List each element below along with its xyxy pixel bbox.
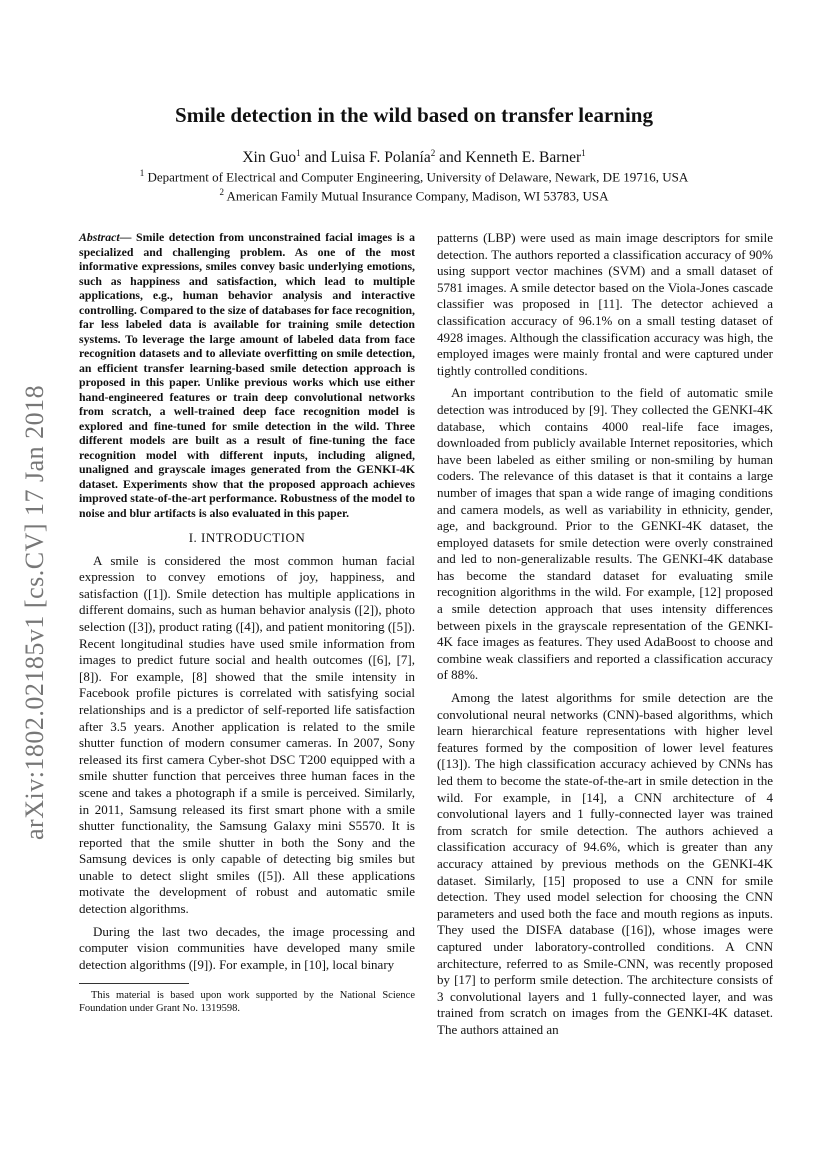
author-separator: and [435, 149, 466, 167]
abstract-text: Smile detection from unconstrained facial images is a specialized and challenging problem. As one of the most informative expressions, smiles convey basic underlying emotions, such as happiness and satisfaction, which lead to multiple applications, e.g., human behavior analysis and interactive controlling. Compared to the size of databases for face recognition, far less labeled data is available for training smile detection systems. To leverage the large amount of labeled data from face recognition datasets and to alleviate overfitting on smile detection, an efficient transfer learning-based smile detection approach is proposed in this paper. Unlike previous works which use either hand-engineered features or train deep convolutional networks from scratch, a well-trained deep face recognition model is explored and fine-tuned for smile detection in the wild. Three different models are built as a result of fine-tuning the face recognition model with different inputs, including aligned, unaligned and grayscale images generated from the GENKI-4K dataset. Experiments show that the proposed approach achieves improved state-of-the-art performance. Robustness of the model to noise and blur artifacts is also evaluated in this paper. [79, 230, 415, 520]
affiliation-marker: 1 [581, 148, 586, 158]
affiliation [0, 187, 828, 204]
affiliation-marker: 1 [296, 148, 301, 158]
affiliation-text: American Family Mutual Insurance Company, Madison, WI 53783, USA [226, 188, 609, 204]
author-list [0, 148, 828, 167]
paragraph: An important contribution to the field of automatic smile detection was introduced by [9]. They collected the GENKI-4K database, which contains 4000 real-life face images, downloaded from publicly available Internet repositories, which have been labeled as either smiling or non-smiling by human coders. The relevance of this dataset is that it contains a large number of images that span a wide range of imaging conditions and camera models, as well as variability in ethnicity, gender, age, and background. Prior to the GENKI-4K dataset, the employed datasets for smile detection were overly constrained and led to non-generalizable results. The GENKI-4K database has become the standard dataset for evaluating smile recognition algorithms in the wild. For example, [12] proposed a smile detection approach that uses intensity differences between pixels in the grayscale representation of the GENKI-4K face images as features. They used AdaBoost to choose and combine weak classifiers and reported a classification accuracy of 88%. [437, 385, 773, 683]
section-heading: I. INTRODUCTION [188, 530, 306, 545]
paragraph: A smile is considered the most common human facial expression to convey emotions of joy, happiness, and satisfaction ([1]). Smile detection has multiple applications in different domains, such as human behavior analysis ([2]), photo selection ([3]), product rating ([4]), and patient monitoring ([5]). Recent longitudinal studies have used smile information from images to predict future social and health outcomes ([6], [7], [8]). For example, [8] showed that the smile intensity in Facebook profile pictures is correlated with satisfying social relationships and is a predictor of self-reported life satisfaction after 3.5 years. Another application is related to the smile shutter function of modern consumer cameras. In 2007, Sony released its first camera Cyber-shot DSC T200 equipped with a smile shutter function that perceives three human faces in the scene and takes a photograph if a smile is perceived. Similarly, in 2011, Samsung released its first smart phone with a smile shutter functionality, the Samsung Galaxy mini S5570. It is reported that the smile shutter in both the Sony and the Samsung devices is only capable of detecting big smiles but unable to detect slight smiles ([5]). All these applications motivate the development of robust and automatic smile detection algorithms. [79, 552, 415, 917]
footnote-rule [79, 983, 189, 984]
affiliation-marker: 2 [430, 148, 436, 158]
author-separator: and [300, 149, 331, 167]
paragraph: patterns (LBP) were used as main image descriptors for smile detection. The authors reported a classification accuracy of 90% using support vector machines (SVM) and a small dataset of 5781 images. A smile detector based on the Viola-Jones cascade classifier was proposed in [11]. The detector achieved a classification accuracy of 96.1% on a small testing dataset of 4928 images. Although the classification accuracy was high, the employed images were mainly frontal and were captured under tightly controlled conditions. [437, 230, 773, 378]
footnote: This material is based upon work supported by the National Science Foundation under Grant No. 1319598. [79, 990, 415, 1014]
left-column [79, 230, 415, 1015]
affiliation-text: Department of Electrical and Computer Engineering, University of Delaware, Newark, DE 19716, USA [147, 169, 689, 185]
affiliation [0, 168, 828, 185]
abstract-label: Abstract [79, 230, 120, 244]
affiliation-marker: 1 [139, 168, 145, 178]
author-name: Kenneth E. Barner [465, 149, 582, 167]
paper-title: Smile detection in the wild based on transfer learning [175, 103, 653, 127]
paragraph: Among the latest algorithms for smile detection are the convolutional neural networks (CNN)-based algorithms, which learn hierarchical feature representations with higher level features formed by the composition of lower level features ([13]). The high classification accuracy achieved by CNNs has led them to become the state-of-the-art in smile detection in the wild. For example, in [14], a CNN architecture of 4 convolutional layers and 1 fully-connected layer was trained from scratch for smile detection. The authors achieved a classification accuracy of 94.6%, which is greater than any accuracy attained by previous methods on the GENKI-4K dataset. Similarly, [15] proposed to use a CNN for smile detection. They used model selection for choosing the CNN parameters and used both the face and mouth regions as inputs. They used the DISFA database ([16]), whose images were captured under laboratory-controlled conditions. A CNN architecture, referred to as Smile-CNN, was recently proposed by [17] to perform smile detection. The architecture consists of 3 convolutional layers and 1 fully-connected layer, and was trained from scratch on images from the GENKI-4K dataset. The authors attained an [437, 690, 773, 1037]
arxiv-side-stamp: arXiv:1802.02185v1 [cs.CV] 17 Jan 2018 [20, 384, 49, 840]
abstract [79, 230, 415, 520]
paragraph: During the last two decades, the image processing and computer vision communities have developed many smile detection algorithms ([9]). For example, in [10], local binary [79, 923, 415, 972]
affiliation-marker: 2 [219, 187, 224, 197]
right-column [437, 230, 773, 1045]
author-name: Luisa F. Polanía [330, 149, 431, 167]
abstract-dash: — [119, 230, 137, 244]
author-name: Xin Guo [242, 149, 297, 167]
